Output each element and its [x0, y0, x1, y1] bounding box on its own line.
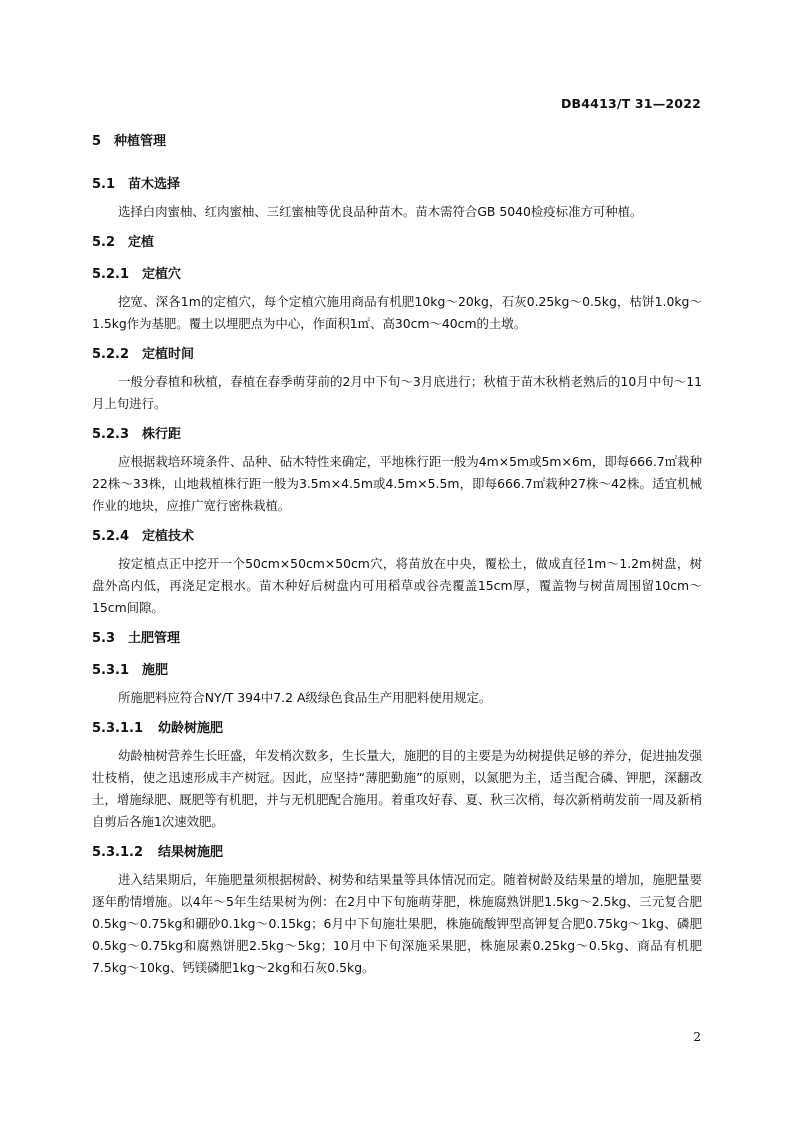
section-title: 苗木选择	[128, 177, 181, 192]
section-number: 5.2.3	[92, 427, 130, 442]
paragraph: 选择白肉蜜柚、红肉蜜柚、三红蜜柚等优良品种苗木。苗木需符合GB 5040检疫标准方可种植。	[118, 204, 643, 219]
page-number: 2	[693, 1030, 701, 1044]
section-heading	[92, 525, 702, 544]
section-heading	[92, 717, 702, 736]
document-code: DB4413/T 31—2022	[560, 96, 701, 111]
paragraph: 按定植点正中挖开一个50cm×50cm×50cm穴，将苗放在中央，覆松土，做成直径1m～1.2m树盘，树盘外高内低，再浇足定根水。苗木种好后树盘内可用稻草或谷壳覆盖15cm厚，覆盖物与树苗周围留10cm～15cm间隙。	[92, 556, 702, 615]
section-title: 定植技术	[142, 529, 195, 544]
section-title: 定植穴	[142, 267, 182, 282]
section-title: 幼龄树施肥	[158, 721, 224, 736]
paragraph: 应根据栽培环境条件、品种、砧木特性来确定，平地株行距一般为4m×5m或5m×6m，即每666.7㎡栽种22株～33株，山地栽植株行距一般为3.5m×4.5m或4.5m×5.5m，即每666.7㎡栽种27株～42株。适宜机械作业的地块，应推广宽行密株栽植。	[92, 454, 702, 513]
section-number: 5.1	[92, 177, 116, 192]
section-title: 施肥	[142, 663, 169, 678]
paragraph: 挖宽、深各1m的定植穴，每个定植穴施用商品有机肥10kg～20kg，石灰0.25kg～0.5kg，枯饼1.0kg～1.5kg作为基肥。覆土以埋肥点为中心，作面积1㎡、高30cm～40cm的土墩。	[92, 294, 702, 331]
section-number: 5.2.1	[92, 267, 130, 282]
section-heading	[92, 173, 702, 192]
section-number: 5.3.1.1	[92, 721, 143, 736]
section-heading	[92, 659, 702, 678]
section-heading	[92, 130, 702, 149]
section-heading	[92, 263, 702, 282]
paragraph: 一般分春植和秋植，春植在春季萌芽前的2月中下旬～3月底进行；秋植于苗木秋梢老熟后的10月中旬～11月上旬进行。	[92, 374, 702, 411]
section-heading	[92, 627, 702, 646]
paragraph: 进入结果期后，年施肥量须根据树龄、树势和结果量等具体情况而定。随着树龄及结果量的增加，施肥量要逐年酌情增施。以4年～5年生结果树为例：在2月中下旬施萌芽肥，株施腐熟饼肥1.5kg～2.5kg、三元复合肥0.5kg～0.75kg和硼砂0.1kg～0.15kg；6月中下旬施壮果肥，株施硫酸钾型高钾复合肥0.75kg～1kg、磷肥0.5kg～0.75kg和腐熟饼肥2.5kg～5kg；10月中下旬深施采果肥，株施尿素0.25kg～0.5kg、商品有机肥7.5kg～10kg、钙镁磷肥1kg～2kg和石灰0.5kg。	[92, 872, 702, 975]
section-number: 5.3.1	[92, 663, 130, 678]
section-title: 结果树施肥	[158, 845, 224, 860]
section-heading	[92, 343, 702, 362]
section-number: 5.3	[92, 631, 116, 646]
section-title: 定植	[128, 235, 155, 250]
section-title: 土肥管理	[128, 631, 181, 646]
section-heading	[92, 231, 702, 250]
section-title: 株行距	[142, 427, 182, 442]
section-number: 5.2	[92, 235, 116, 250]
section-title: 定植时间	[142, 347, 195, 362]
section-number: 5.2.2	[92, 347, 130, 362]
section-number: 5	[92, 134, 102, 149]
page-content	[92, 130, 702, 979]
paragraph: 幼龄柚树营养生长旺盛，年发梢次数多，生长量大，施肥的目的主要是为幼树提供足够的养分，促进抽发强壮枝梢，使之迅速形成丰产树冠。因此，应坚持“薄肥勤施”的原则，以氮肥为主，适当配合磷、钾肥，深翻改土，增施绿肥、厩肥等有机肥，并与无机肥配合施用。着重攻好春、夏、秋三次梢，每次新梢萌发前一周及新梢自剪后各施1次速效肥。	[92, 748, 702, 829]
section-number: 5.2.4	[92, 529, 130, 544]
section-title: 种植管理	[114, 134, 167, 149]
section-number: 5.3.1.2	[92, 845, 143, 860]
section-heading	[92, 423, 702, 442]
paragraph: 所施肥料应符合NY/T 394中7.2 A级绿色食品生产用肥料使用规定。	[118, 690, 492, 705]
section-heading	[92, 841, 702, 860]
